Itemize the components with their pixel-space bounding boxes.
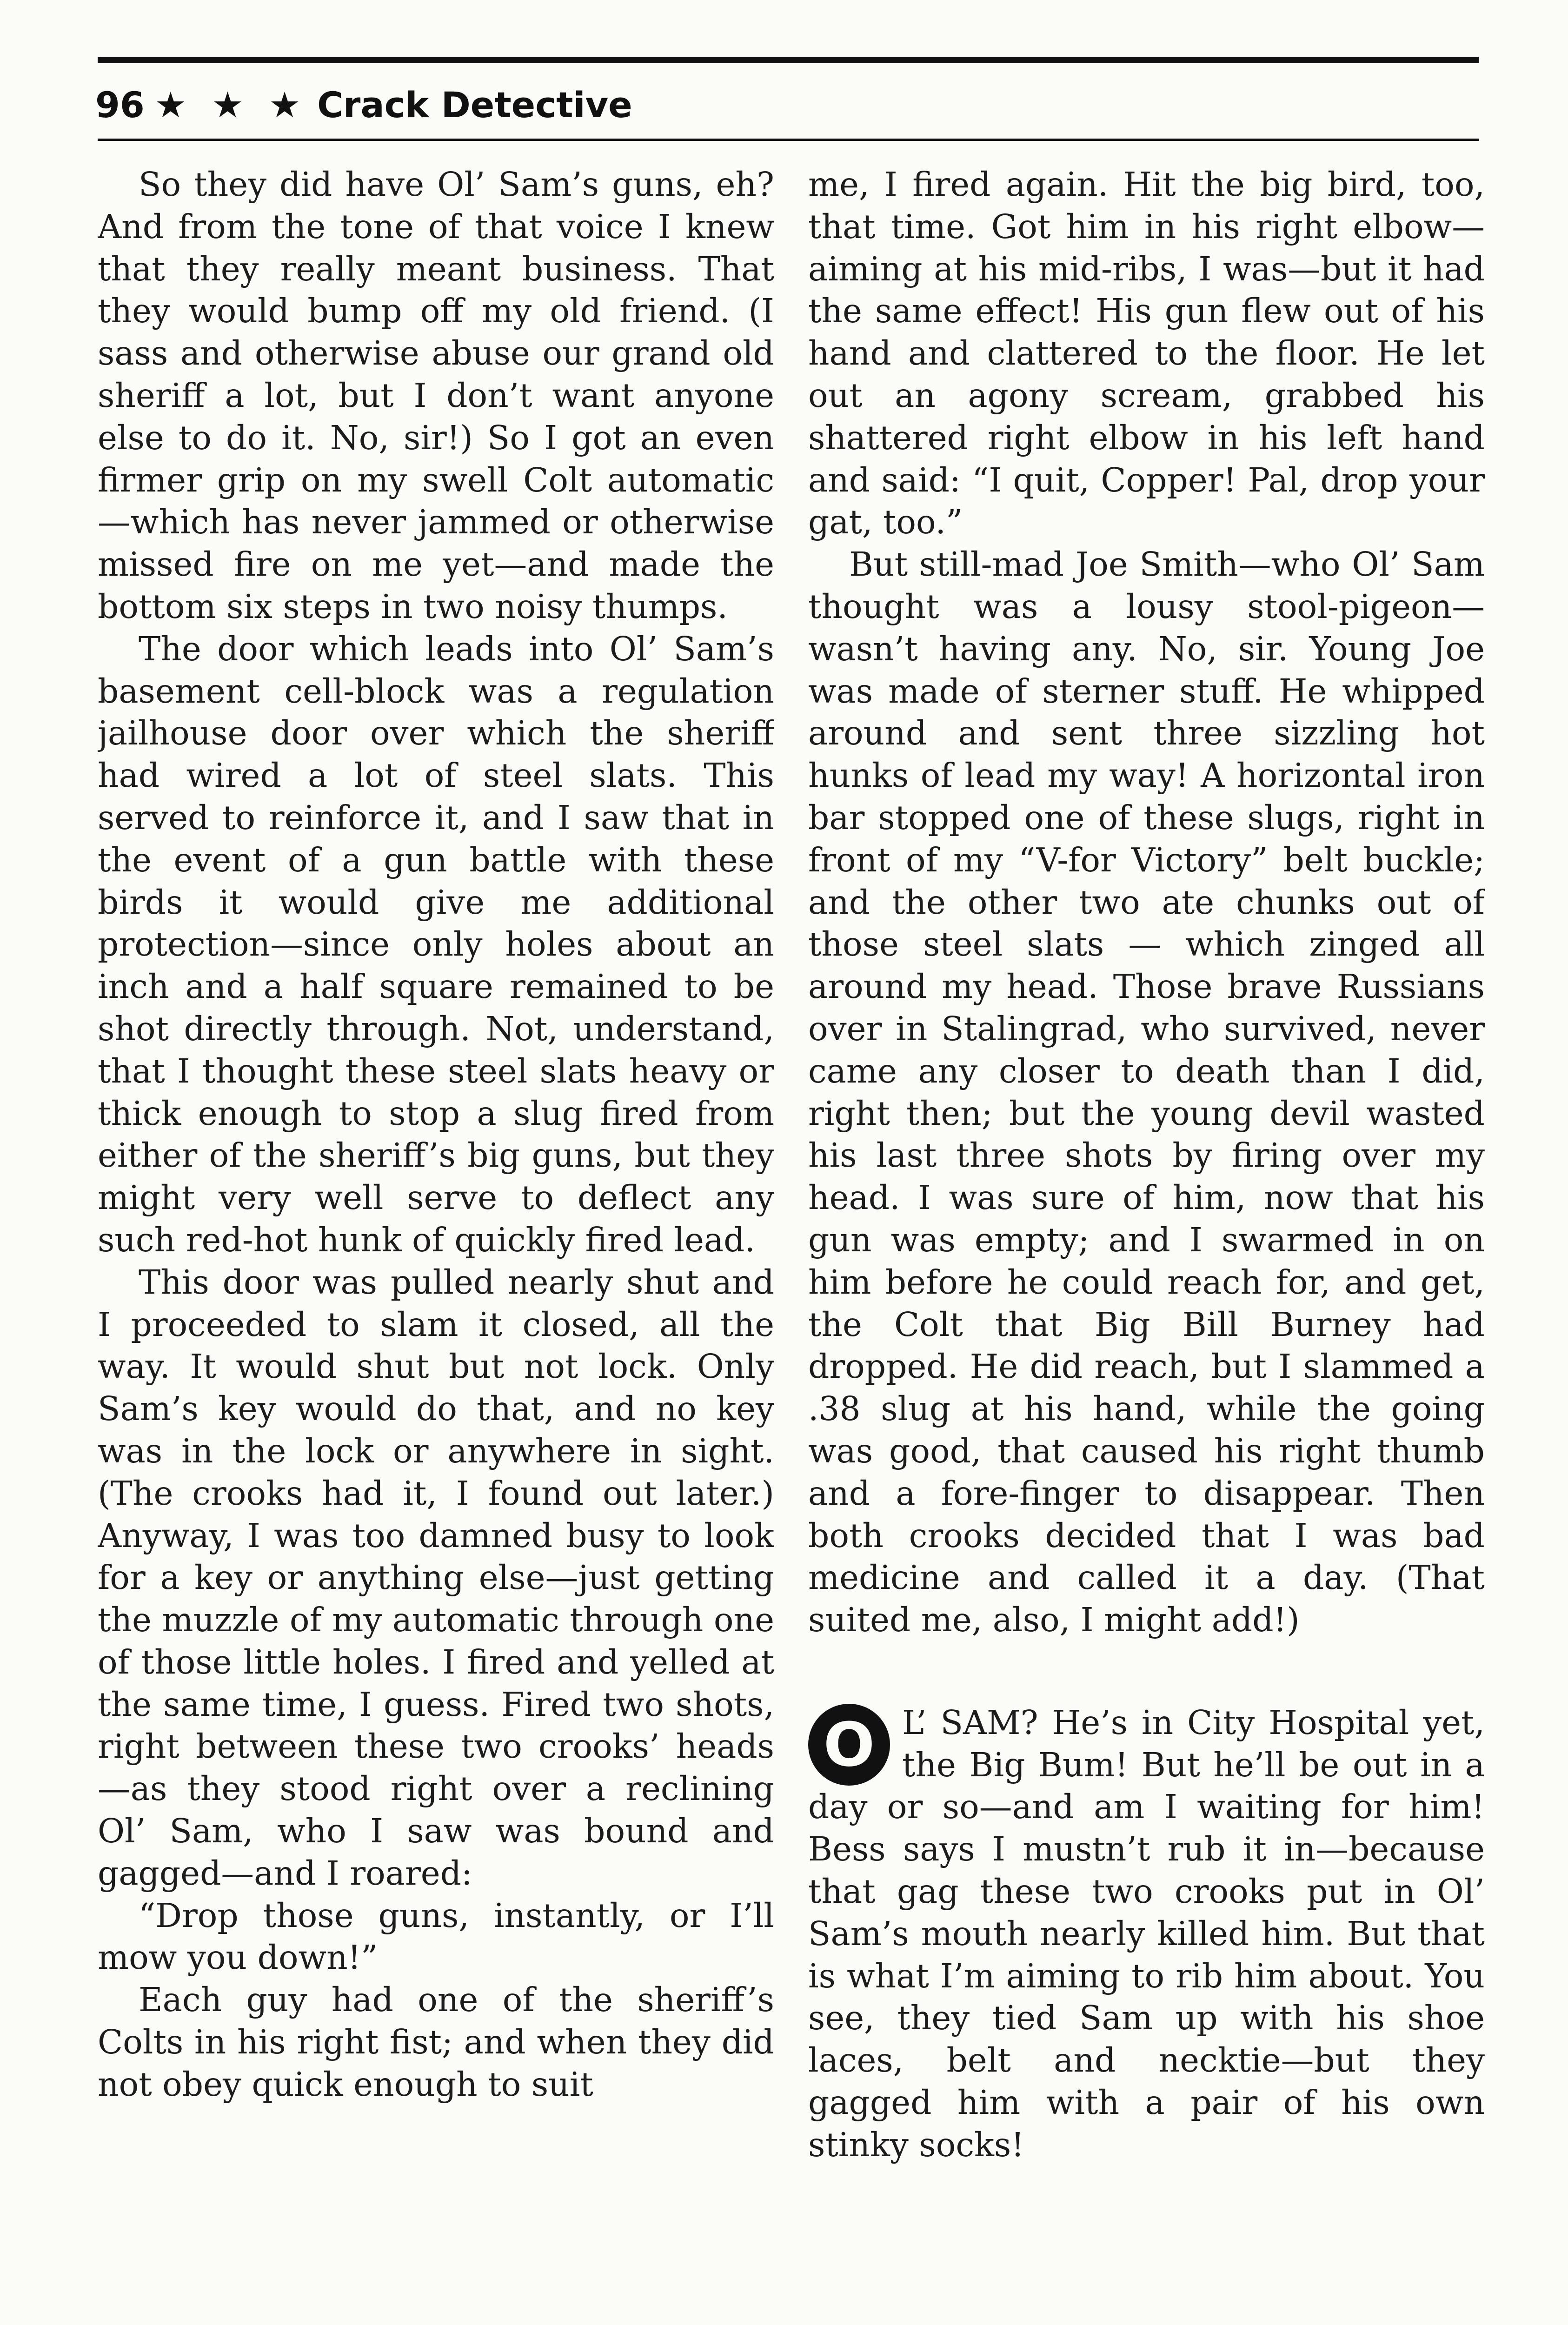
top-rule (98, 57, 1479, 63)
left-column (98, 164, 774, 2325)
continued-paragraph: me, I fired again. Hit the big bird, too, that time. Got him in his right elbow—aiming at his mid-ribs, I was—but it had the same effect! His gun flew out of his hand and clattered to the floor. He let out an agony scream, grabbed his shattered right elbow in his left hand and said: “I quit, Copper! Pal, drop your gat, too.” (808, 165, 1485, 542)
magazine-title: Crack Detective (317, 84, 632, 126)
header-stars: ★ ★ ★ (154, 84, 307, 126)
paragraph: But still-mad Joe Smith—who Ol’ Sam thought was a lousy stool-pigeon—wasn’t having any. No, sir. Young Joe was made of sterner stuff. He whipped around and sent three sizzling hot hunks of lead my way! A horizontal iron bar stopped one of these slugs, right in front of my “V-for Victory” belt buckle; and the other two ate chunks out of those steel slats — which zinged all around my head. Those brave Russians over in Stalingrad, who survived, never came any closer to death than I did, right then; but the young devil wasted his last three shots by firing over my head. I was sure of him, now that his gun was empty; and I swarmed in on him before he could reach for, and get, the Colt that Big Bill Burney had dropped. He did reach, but I slammed a .38 slug at his hand, while the going was good, that caused his right thumb and a fore-finger to disappear. Then both crooks decided that I was bad medicine and called it a day. (That suited me, also, I might add!) (808, 545, 1485, 1640)
paragraph: “Drop those guns, instantly, or I’ll mow you down!” (98, 1896, 774, 1977)
paragraph: Each guy had one of the sheriff’s Colts in his right fist; and when they did not obey quick enough to suit (98, 1980, 774, 2104)
header-rule (98, 139, 1479, 141)
final-section (808, 1702, 1485, 2166)
paragraph: The door which leads into Ol’ Sam’s basement cell-block was a regulation jailhouse door over which the sheriff had wired a lot of steel slats. This served to reinforce it, and I saw that in the event of a gun battle with these birds it would give me additional protection—since only holes about an inch and a half square remained to be shot directly through. Not, understand, that I thought these steel slats heavy or thick enough to stop a slug fired from either of the sheriff’s big guns, but they might very well serve to deflect any such red-hot hunk of quickly fired lead. (98, 629, 774, 1259)
drop-cap: O (808, 1704, 890, 1786)
page-header (95, 79, 632, 130)
page-number: 96 (95, 84, 145, 126)
final-section-text: L’ SAM? He’s in City Hospital yet, the Big Bum! But he’ll be out in a day or so—and am I waiting for him! Bess says I mustn’t rub it in—because that gag these two crooks put in Ol’ Sam’s mouth nearly killed him. But that is what I’m aiming to rib him about. You see, they tied Sam up with his shoe laces, belt and necktie—but they gagged him with a pair of his own stinky socks! (808, 1703, 1485, 2164)
paragraph: This door was pulled nearly shut and I proceeded to slam it closed, all the way. It would shut but not lock. Only Sam’s key would do that, and no key was in the lock or anywhere in sight. (The crooks had it, I found out later.) Anyway, I was too damned busy to look for a key or anything else—just getting the muzzle of my automatic through one of those little holes. I fired and yelled at the same time, I guess. Fired two shots, right between these two crooks’ heads—as they stood right over a reclining Ol’ Sam, who I saw was bound and gagged—and I roared: (98, 1262, 774, 1893)
right-column (808, 164, 1485, 2325)
paragraph: So they did have Ol’ Sam’s guns, eh? And from the tone of that voice I knew that they really meant business. That they would bump off my old friend. (I sass and otherwise abuse our grand old sheriff a lot, but I don’t want anyone else to do it. No, sir!) So I got an even firmer grip on my swell Colt automatic—which has never jammed or otherwise missed fire on me yet—and made the bottom six steps in two noisy thumps. (98, 165, 774, 626)
